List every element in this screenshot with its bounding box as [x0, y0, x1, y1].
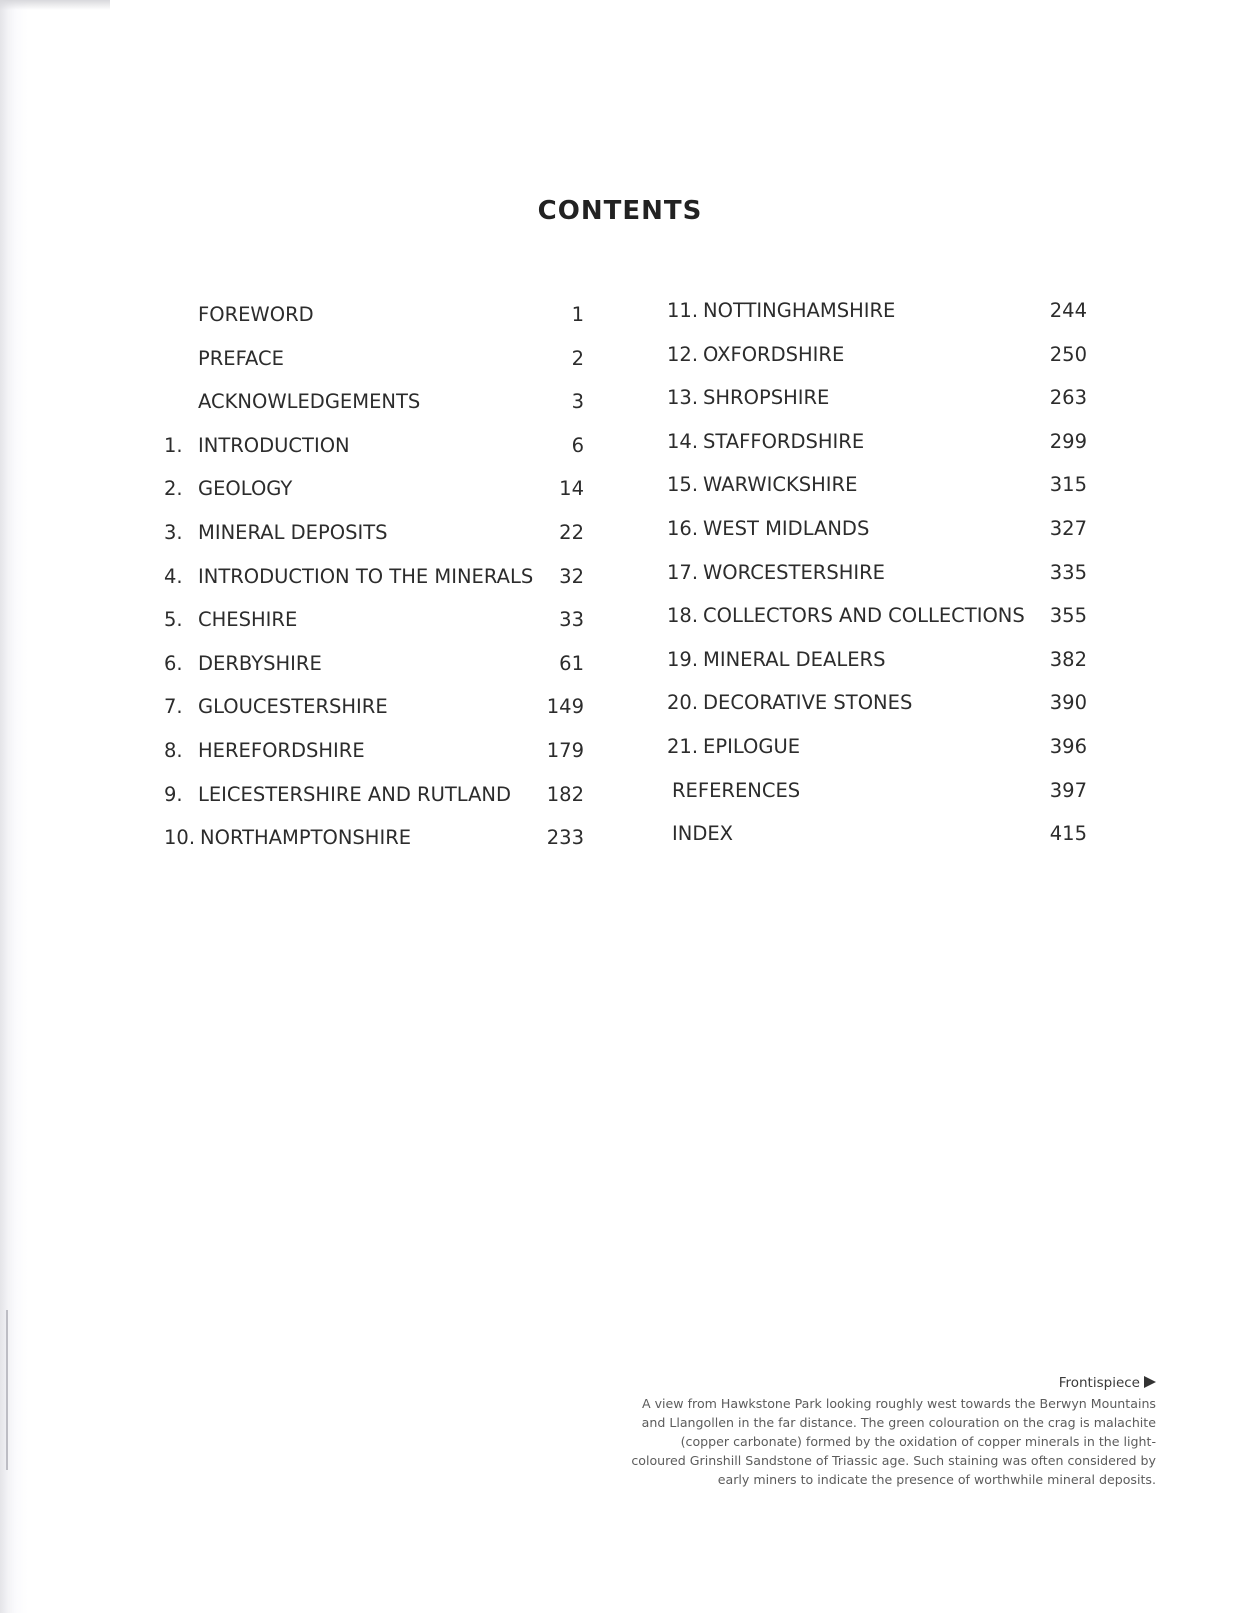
page-number: 244 [1049, 299, 1087, 322]
chapter-title: INTRODUCTION [198, 433, 350, 457]
caption-heading [616, 1374, 1156, 1393]
page-number: 61 [559, 651, 584, 675]
toc-entry[interactable] [667, 691, 1087, 735]
chapter-number: 11. [667, 299, 699, 322]
toc-entry[interactable] [164, 521, 584, 565]
toc-entry[interactable] [667, 779, 1087, 823]
toc-entry[interactable] [164, 347, 584, 391]
page-number: 32 [559, 564, 584, 588]
page-number: 299 [1049, 429, 1087, 453]
chapter-title: DECORATIVE STONES [703, 691, 913, 715]
page-number: 33 [559, 608, 584, 632]
toc-entry[interactable] [164, 826, 584, 870]
chapter-number: 19. [667, 647, 699, 671]
chapter-number: 6. [164, 651, 183, 675]
arrow-right-icon [1144, 1376, 1156, 1388]
toc-entry[interactable] [667, 517, 1087, 561]
page-number: 233 [546, 826, 584, 850]
chapter-title: DERBYSHIRE [198, 651, 322, 675]
toc-entry[interactable] [667, 343, 1087, 387]
contents-list-right [667, 299, 1087, 866]
page-number: 335 [1049, 560, 1087, 584]
toc-entry[interactable] [164, 783, 584, 827]
page-number: 390 [1049, 691, 1087, 715]
chapter-number: 4. [164, 564, 183, 588]
page-number: 263 [1049, 386, 1087, 410]
toc-entry[interactable] [164, 739, 584, 783]
frontispiece-caption [616, 1374, 1156, 1489]
chapter-title: LEICESTERSHIRE AND RUTLAND [198, 782, 512, 806]
caption-line: and Llangollen in the far distance. The green colouration on the crag is malachite [641, 1415, 1156, 1430]
page-number: 6 [571, 433, 584, 457]
page-title: CONTENTS [537, 196, 703, 226]
toc-entry[interactable] [164, 565, 584, 609]
chapter-title: OXFORDSHIRE [703, 342, 845, 366]
toc-entry[interactable] [164, 608, 584, 652]
chapter-number: 17. [667, 560, 699, 584]
caption-line: coloured Grinshill Sandstone of Triassic age. Such staining was often considered by [631, 1453, 1156, 1468]
chapter-number: 18. [667, 604, 699, 628]
chapter-title: MINERAL DEALERS [703, 647, 886, 671]
chapter-number: 9. [164, 782, 183, 806]
caption-line: A view from Hawkstone Park looking roughly west towards the Berwyn Mountains [641, 1396, 1156, 1411]
toc-entry[interactable] [164, 477, 584, 521]
page-number: 396 [1049, 734, 1087, 758]
page-number: 415 [1049, 822, 1087, 846]
chapter-number: 14. [667, 429, 699, 453]
toc-entry[interactable] [667, 735, 1087, 779]
toc-entry[interactable] [164, 303, 584, 347]
chapter-title: INDEX [672, 822, 734, 846]
page-number: 1 [571, 303, 584, 326]
chapter-number: 20. [667, 691, 699, 715]
chapter-title: REFERENCES [672, 778, 801, 802]
toc-entry[interactable] [164, 652, 584, 696]
chapter-number: 15. [667, 473, 699, 497]
toc-entry[interactable] [164, 695, 584, 739]
chapter-title: CHESHIRE [198, 608, 298, 632]
page-number: 2 [571, 346, 584, 370]
page-number: 182 [546, 782, 584, 806]
page-number: 397 [1049, 778, 1087, 802]
toc-entry[interactable] [667, 822, 1087, 866]
chapter-title: ACKNOWLEDGEMENTS [198, 390, 421, 414]
page-number: 3 [571, 390, 584, 414]
chapter-title: PREFACE [198, 346, 284, 370]
toc-entry[interactable] [667, 386, 1087, 430]
chapter-title: NOTTINGHAMSHIRE [703, 299, 896, 322]
page-number: 14 [559, 477, 584, 501]
chapter-title: INTRODUCTION TO THE MINERALS [198, 564, 534, 588]
chapter-title: GLOUCESTERSHIRE [198, 695, 388, 719]
chapter-number: 7. [164, 695, 183, 719]
page-number: 179 [546, 738, 584, 762]
toc-entry[interactable] [667, 648, 1087, 692]
toc-entry[interactable] [164, 390, 584, 434]
chapter-title: SHROPSHIRE [703, 386, 830, 410]
toc-entry[interactable] [667, 561, 1087, 605]
chapter-title: COLLECTORS AND COLLECTIONS [703, 604, 1025, 628]
chapter-number: 21. [667, 734, 699, 758]
toc-entry[interactable] [667, 299, 1087, 343]
page-number: 22 [559, 520, 584, 544]
contents-list-left [164, 303, 584, 870]
chapter-title: GEOLOGY [198, 477, 293, 501]
page-number: 327 [1049, 516, 1087, 540]
chapter-number: 10. [164, 826, 196, 850]
chapter-title: FOREWORD [198, 303, 314, 326]
chapter-title: HEREFORDSHIRE [198, 738, 365, 762]
chapter-title: STAFFORDSHIRE [703, 429, 865, 453]
caption-line: (copper carbonate) formed by the oxidation of copper minerals in the light- [680, 1434, 1156, 1449]
chapter-number: 5. [164, 608, 183, 632]
chapter-title: EPILOGUE [703, 734, 801, 758]
caption-line: early miners to indicate the presence of worthwhile mineral deposits. [717, 1472, 1156, 1487]
chapter-title: NORTHAMPTONSHIRE [200, 826, 412, 850]
chapter-number: 2. [164, 477, 183, 501]
chapter-number: 1. [164, 433, 183, 457]
chapter-title: WEST MIDLANDS [703, 516, 870, 540]
page-number: 382 [1049, 647, 1087, 671]
caption-title: Frontispiece [1058, 1375, 1140, 1391]
toc-entry[interactable] [667, 430, 1087, 474]
chapter-title: WORCESTERSHIRE [703, 560, 885, 584]
chapter-number: 3. [164, 520, 183, 544]
page-number: 250 [1049, 342, 1087, 366]
toc-entry[interactable] [667, 473, 1087, 517]
chapter-number: 8. [164, 738, 183, 762]
page-corner-shadow [0, 0, 110, 10]
chapter-number: 13. [667, 386, 699, 410]
page-number: 149 [546, 695, 584, 719]
gutter-shadow [6, 1310, 8, 1470]
page-number: 315 [1049, 473, 1087, 497]
chapter-number: 16. [667, 516, 699, 540]
page-number: 355 [1049, 604, 1087, 628]
toc-entry[interactable] [667, 604, 1087, 648]
chapter-number: 12. [667, 342, 699, 366]
chapter-title: WARWICKSHIRE [703, 473, 858, 497]
toc-entry[interactable] [164, 434, 584, 478]
chapter-title: MINERAL DEPOSITS [198, 520, 388, 544]
